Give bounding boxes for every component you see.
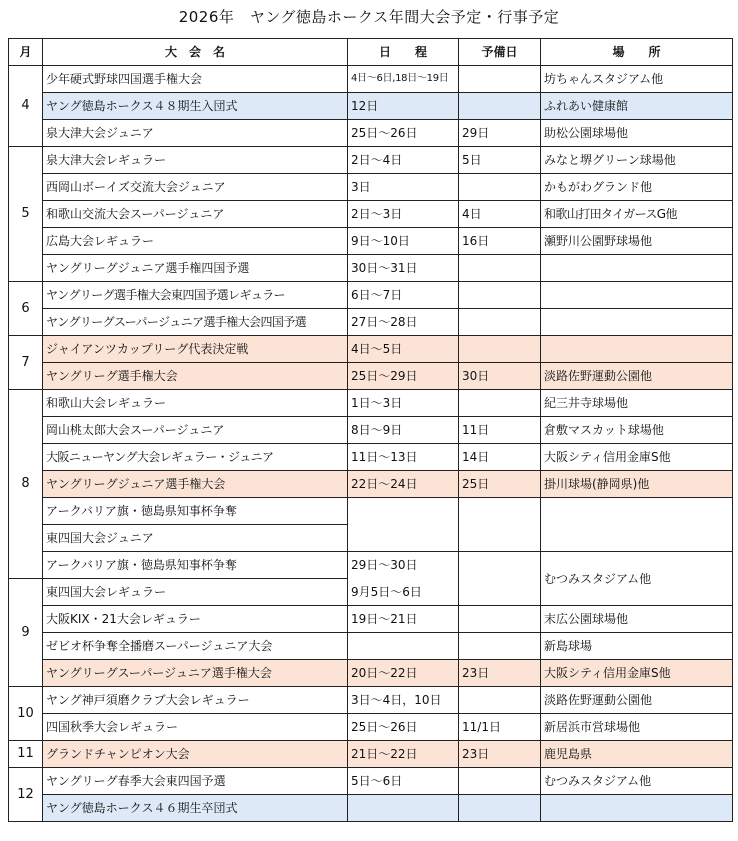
table-row [9,201,733,228]
event-cell: ヤングリーグ選手権大会 [43,363,348,390]
reserve-cell [459,552,541,606]
event-cell: ヤングリーグスーパージュニア選手権大会四国予選 [43,309,348,336]
event-cell: ヤング神戸須磨クラブ大会レギュラー [43,687,348,714]
venue-cell: 淡路佐野運動公園他 [541,687,733,714]
reserve-cell [459,795,541,822]
event-cell: 東四国大会ジュニア [43,525,348,552]
header-month: 月 [9,39,43,66]
dates-cell [348,795,459,822]
table-row [9,606,733,633]
reserve-cell: 4日 [459,201,541,228]
dates-cell: 29日～30日 [348,552,459,579]
reserve-cell: 23日 [459,741,541,768]
dates-cell: 27日～28日 [348,309,459,336]
dates-cell [348,633,459,660]
table-row [9,120,733,147]
event-cell: ヤングリーグ選手権大会東四国予選レギュラー [43,282,348,309]
reserve-cell [459,282,541,309]
reserve-cell [459,93,541,120]
dates-cell: 6日～7日 [348,282,459,309]
event-cell: 西岡山ボーイズ交流大会ジュニア [43,174,348,201]
table-row [9,390,733,417]
dates-cell: 25日～29日 [348,363,459,390]
table-row [9,147,733,174]
dates-cell [348,498,459,552]
venue-cell: 鹿児島県 [541,741,733,768]
venue-cell: 掛川球場(静岡県)他 [541,471,733,498]
venue-cell: かもがわグランド他 [541,174,733,201]
table-row [9,363,733,390]
reserve-cell [459,606,541,633]
venue-cell: みなと堺グリーン球場他 [541,147,733,174]
venue-cell [541,795,733,822]
event-cell: 岡山桃太郎大会スーパージュニア [43,417,348,444]
event-cell: 泉大津大会レギュラー [43,147,348,174]
reserve-cell [459,336,541,363]
reserve-cell: 14日 [459,444,541,471]
venue-cell: 大阪シティ信用金庫S他 [541,444,733,471]
reserve-cell [459,633,541,660]
venue-cell: 紀三井寺球場他 [541,390,733,417]
reserve-cell: 29日 [459,120,541,147]
dates-cell: 22日～24日 [348,471,459,498]
table-row [9,66,733,93]
venue-cell: 倉敷マスカット球場他 [541,417,733,444]
event-cell: アークバリア旗・徳島県知事杯争奪 [43,552,348,579]
month-cell: 9 [9,579,43,687]
event-cell: ヤングリーグジュニア選手権大会 [43,471,348,498]
dates-cell: 9月5日～6日 [348,579,459,606]
table-row [9,552,733,579]
event-cell: 大阪ニューヤング大会レギュラー・ジュニア [43,444,348,471]
table-row [9,498,733,525]
table-row [9,417,733,444]
table-row [9,741,733,768]
reserve-cell [459,498,541,552]
reserve-cell [459,768,541,795]
month-cell: 5 [9,147,43,282]
table-row [9,471,733,498]
event-cell: 広島大会レギュラー [43,228,348,255]
event-cell: 東四国大会レギュラー [43,579,348,606]
dates-cell: 8日～9日 [348,417,459,444]
table-row [9,93,733,120]
table-row [9,795,733,822]
month-cell: 12 [9,768,43,822]
month-cell: 8 [9,390,43,579]
dates-cell: 25日～26日 [348,714,459,741]
event-cell: 和歌山交流大会スーパージュニア [43,201,348,228]
venue-cell: 末広公園球場他 [541,606,733,633]
table-row [9,444,733,471]
event-cell: ヤングリーグスーパージュニア選手権大会 [43,660,348,687]
dates-cell: 4日～6日,18日～19日 [348,66,459,93]
reserve-cell [459,687,541,714]
venue-cell: 瀬野川公園野球場他 [541,228,733,255]
header-event: 大 会 名 [43,39,348,66]
event-cell: アークバリア旗・徳島県知事杯争奪 [43,498,348,525]
table-row [9,282,733,309]
dates-cell: 25日～26日 [348,120,459,147]
schedule-table [8,38,733,822]
venue-cell: 坊ちゃんスタジアム他 [541,66,733,93]
dates-cell: 2日～4日 [348,147,459,174]
dates-cell: 30日～31日 [348,255,459,282]
dates-cell: 3日 [348,174,459,201]
reserve-cell [459,174,541,201]
dates-cell: 19日～21日 [348,606,459,633]
event-cell: ジャイアンツカップリーグ代表決定戦 [43,336,348,363]
month-cell: 6 [9,282,43,336]
venue-cell: 淡路佐野運動公園他 [541,363,733,390]
venue-cell [541,255,733,282]
month-cell: 10 [9,687,43,741]
table-row [9,309,733,336]
venue-cell [541,498,733,552]
event-cell: グランドチャンピオン大会 [43,741,348,768]
reserve-cell: 23日 [459,660,541,687]
event-cell: ヤング徳島ホークス４６期生卒団式 [43,795,348,822]
event-cell: ヤングリーグ春季大会東四国予選 [43,768,348,795]
event-cell: 和歌山大会レギュラー [43,390,348,417]
reserve-cell [459,255,541,282]
table-row [9,255,733,282]
reserve-cell: 11/1日 [459,714,541,741]
page-title: 2026年 ヤング徳島ホークス年間大会予定・行事予定 [178,8,560,26]
table-row [9,174,733,201]
venue-cell [541,282,733,309]
venue-cell: 和歌山打田タイガースG他 [541,201,733,228]
event-cell: ゼビオ杯争奪全播磨スーパージュニア大会 [43,633,348,660]
month-cell: 7 [9,336,43,390]
venue-cell: 新居浜市営球場他 [541,714,733,741]
table-row [9,768,733,795]
table-row [9,336,733,363]
dates-cell: 2日～3日 [348,201,459,228]
reserve-cell: 30日 [459,363,541,390]
table-row [9,714,733,741]
event-cell: ヤングリーグジュニア選手権四国予選 [43,255,348,282]
month-cell: 4 [9,66,43,147]
dates-cell: 5日～6日 [348,768,459,795]
table-header-row [9,39,733,66]
venue-cell [541,336,733,363]
dates-cell: 12日 [348,93,459,120]
reserve-cell [459,66,541,93]
dates-cell: 4日～5日 [348,336,459,363]
venue-cell: ふれあい健康館 [541,93,733,120]
dates-cell: 11日～13日 [348,444,459,471]
header-venue: 場 所 [541,39,733,66]
reserve-cell [459,390,541,417]
dates-cell: 9日～10日 [348,228,459,255]
header-dates: 日 程 [348,39,459,66]
event-cell: 少年硬式野球四国選手権大会 [43,66,348,93]
dates-cell: 21日～22日 [348,741,459,768]
venue-cell: 助松公園球場他 [541,120,733,147]
table-row [9,228,733,255]
venue-cell: むつみスタジアム他 [541,552,733,606]
venue-cell: 新島球場 [541,633,733,660]
event-cell: 大阪KIX・21大会レギュラー [43,606,348,633]
reserve-cell: 16日 [459,228,541,255]
venue-cell: むつみスタジアム他 [541,768,733,795]
month-cell: 11 [9,741,43,768]
table-row [9,633,733,660]
table-row [9,687,733,714]
dates-cell: 20日～22日 [348,660,459,687]
header-reserve: 予備日 [459,39,541,66]
reserve-cell: 5日 [459,147,541,174]
event-cell: 四国秋季大会レギュラー [43,714,348,741]
reserve-cell [459,309,541,336]
dates-cell: 3日～4日，10日 [348,687,459,714]
reserve-cell: 11日 [459,417,541,444]
reserve-cell: 25日 [459,471,541,498]
event-cell: 泉大津大会ジュニア [43,120,348,147]
venue-cell: 大阪シティ信用金庫S他 [541,660,733,687]
table-row [9,660,733,687]
dates-cell: 1日～3日 [348,390,459,417]
event-cell: ヤング徳島ホークス４８期生入団式 [43,93,348,120]
venue-cell [541,309,733,336]
